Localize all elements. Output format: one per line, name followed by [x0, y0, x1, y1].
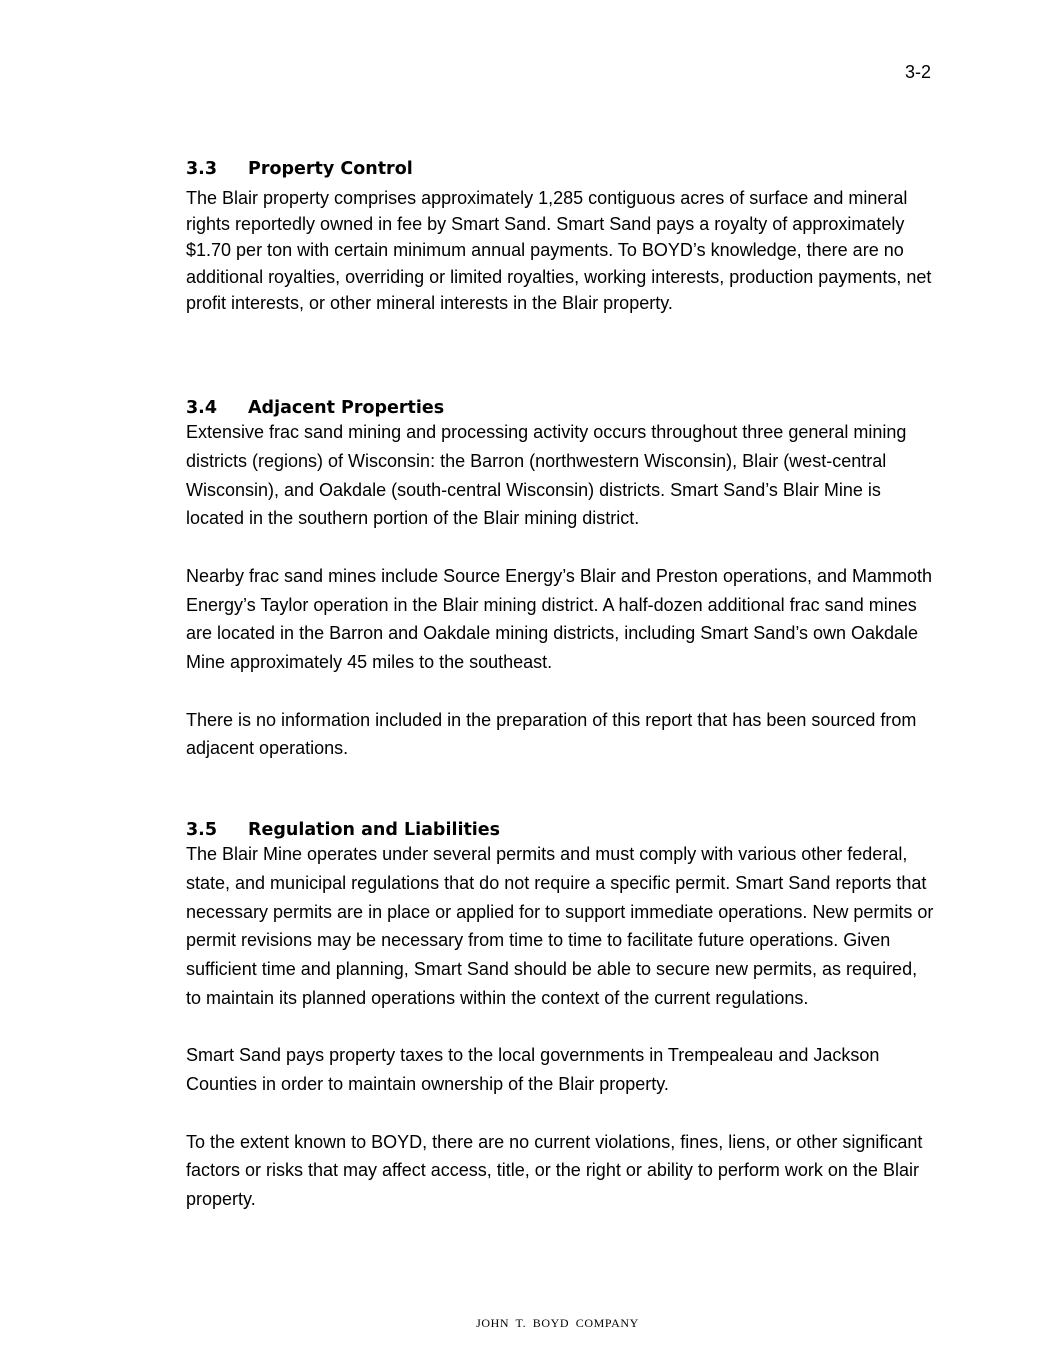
section-adjacent-properties: [186, 398, 936, 763]
paragraph: Extensive frac sand mining and processing activity occurs throughout three general mining districts (regions) of Wisconsin: the Barron (northwestern Wisconsin), Blair (west-central Wisconsin), and Oakdale (south-central Wisconsin) districts. Smart Sand’s Blair Mine is located in the southern portion of the Blair mining district.: [186, 422, 907, 529]
paragraph: The Blair property comprises approximately 1,285 contiguous acres of surface and mineral rights reportedly owned in fee by Smart Sand. Smart Sand pays a royalty of approximately $1.70 per ton with certain minimum annual payments. To BOYD’s knowledge, there are no additional royalties, overriding or limited royalties, working interests, production payments, net profit interests, or other mineral interests in the Blair property.: [186, 188, 932, 313]
section-title: Adjacent Properties: [248, 398, 445, 418]
section-title: Property Control: [248, 159, 413, 179]
section-property-control: [186, 159, 936, 316]
paragraph: To the extent known to BOYD, there are no current violations, fines, liens, or other significant factors or risks that may affect access, title, or the right or ability to perform work on the Blair property.: [186, 1131, 923, 1209]
section-title: Regulation and Liabilities: [248, 820, 501, 840]
paragraph: The Blair Mine operates under several permits and must comply with various other federal, state, and municipal regulations that do not require a specific permit. Smart Sand reports that necessary permits are in place or applied for to support immediate operations. New permits or permit revisions may be necessary from time to time to facilitate future operations. Given sufficient time and planning, Smart Sand should be able to secure new permits, as required, to maintain its planned operations within the context of the current regulations.: [186, 844, 934, 1008]
page-number: 3-2: [904, 62, 931, 82]
section-number: 3.3: [186, 159, 218, 179]
section-heading: [186, 159, 936, 179]
section-regulation-and-liabilities: [186, 820, 936, 1214]
section-number: 3.4: [186, 398, 218, 418]
section-heading: [186, 820, 936, 840]
section-number: 3.5: [186, 820, 218, 840]
paragraph: Nearby frac sand mines include Source Energy’s Blair and Preston operations, and Mammoth Energy’s Taylor operation in the Blair mining district. A half-dozen additional frac sand mines are located in the Barron and Oakdale mining districts, including Smart Sand’s own Oakdale Mine approximately 45 miles to the southeast.: [186, 565, 933, 672]
company-footer: JOHN T. BOYD COMPANY: [476, 1316, 639, 1330]
section-heading: [186, 398, 936, 418]
paragraph: Smart Sand pays property taxes to the local governments in Trempealeau and Jackson Counties in order to maintain ownership of the Blair property.: [186, 1045, 880, 1094]
paragraph: There is no information included in the preparation of this report that has been sourced from adjacent operations.: [186, 709, 917, 759]
